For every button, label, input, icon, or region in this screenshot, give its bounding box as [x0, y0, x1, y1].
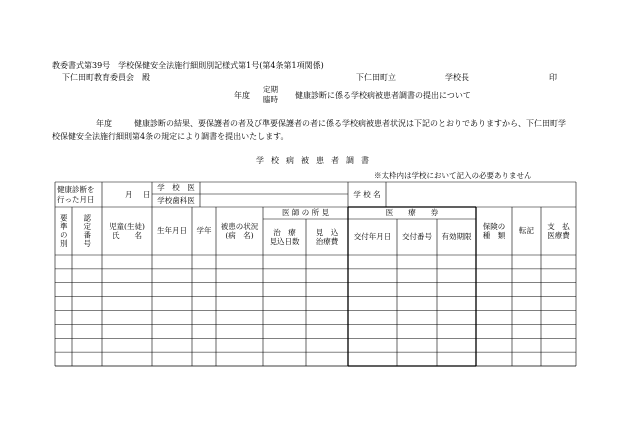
principal-label: 学校長 — [445, 73, 469, 82]
body-text-line-2: 校保健安全法施行細則第4条の規定により調書を提出いたします。 — [52, 132, 289, 141]
col-insurance-line-2: 種 類 — [482, 231, 506, 240]
col-disease-header — [216, 207, 263, 255]
col-days-header — [263, 219, 306, 255]
col-ticket-group-header: 医 療 券 — [385, 208, 439, 218]
col-cert-no-header — [72, 207, 102, 255]
school-doctor-label: 学 校 医 — [157, 183, 195, 193]
col-insurance-line-1: 保険の — [482, 221, 506, 231]
school-dentist-label: 学校歯科医 — [157, 195, 195, 205]
col-name-line-1: 児童(生徒) — [109, 221, 145, 231]
col-cert-no-text: 認定番号 — [82, 214, 92, 248]
col-valid-header: 有効期限 — [441, 232, 472, 242]
col-category-text: 要準の別 — [59, 214, 69, 248]
exam-type-periodic: 定期 — [263, 85, 278, 94]
col-issue-date-header: 交付年月日 — [353, 232, 392, 242]
body-year-label: 年度 — [96, 119, 112, 128]
form-number: 教委書式第39号 学校保健安全法施行細則別記様式第1号(第4条第1項関係) — [52, 61, 324, 70]
note: ※太枠内は学校において記入の必要ありません — [374, 171, 532, 180]
exam-date-label-line-1: 健康診断を — [57, 185, 95, 195]
document-title: 学校病被患者調書 — [256, 156, 376, 165]
exam-type-temporary: 臨時 — [263, 95, 278, 104]
col-grade-header: 学年 — [196, 226, 212, 236]
col-cost-line-2: 治療費 — [315, 237, 339, 246]
col-cost-line-1: 見 込 — [315, 227, 339, 237]
subject-year-label: 年度 — [234, 91, 250, 100]
month-label: 月 — [125, 190, 133, 199]
col-paid-line-2: 医療費 — [547, 231, 570, 240]
col-transfer-header: 転記 — [519, 226, 534, 236]
exam-date-label — [55, 182, 102, 207]
col-issue-no-header: 交付番号 — [402, 232, 432, 242]
school-name-label: 学 校 名 — [353, 189, 381, 199]
col-birth-header: 生年月日 — [157, 226, 187, 236]
col-doctor-group-header: 医 師 の 所 見 — [281, 208, 330, 218]
school-prefix: 下仁田町立 — [356, 73, 396, 82]
col-disease-line-2: (病 名) — [225, 231, 254, 240]
col-days-line-1: 治 療 — [273, 227, 296, 237]
col-days-line-2: 見込日数 — [269, 237, 300, 246]
col-disease-line-1: 被患の状況 — [220, 221, 259, 231]
seal-mark: 印 — [549, 73, 557, 82]
addressee: 下仁田町教育委員会 殿 — [62, 73, 150, 82]
col-name-header — [102, 207, 152, 255]
exam-date-label-line-2: 行った月日 — [57, 194, 95, 204]
subject-line: 健康診断に係る学校病被患者調書の提出について — [295, 91, 471, 100]
col-category-header — [55, 207, 72, 255]
col-insurance-header — [476, 207, 512, 255]
day-label: 日 — [143, 190, 151, 199]
body-text-line-1: 健康診断の結果、要保護者の者及び準要保護者の者に係る学校病被患者状況は下記のとおりでありますから、下仁田町学 — [134, 119, 566, 128]
col-paid-header — [541, 207, 576, 255]
col-name-line-2: 氏 名 — [112, 231, 142, 240]
col-paid-line-1: 支 払 — [547, 221, 570, 231]
col-cost-header — [306, 219, 348, 255]
